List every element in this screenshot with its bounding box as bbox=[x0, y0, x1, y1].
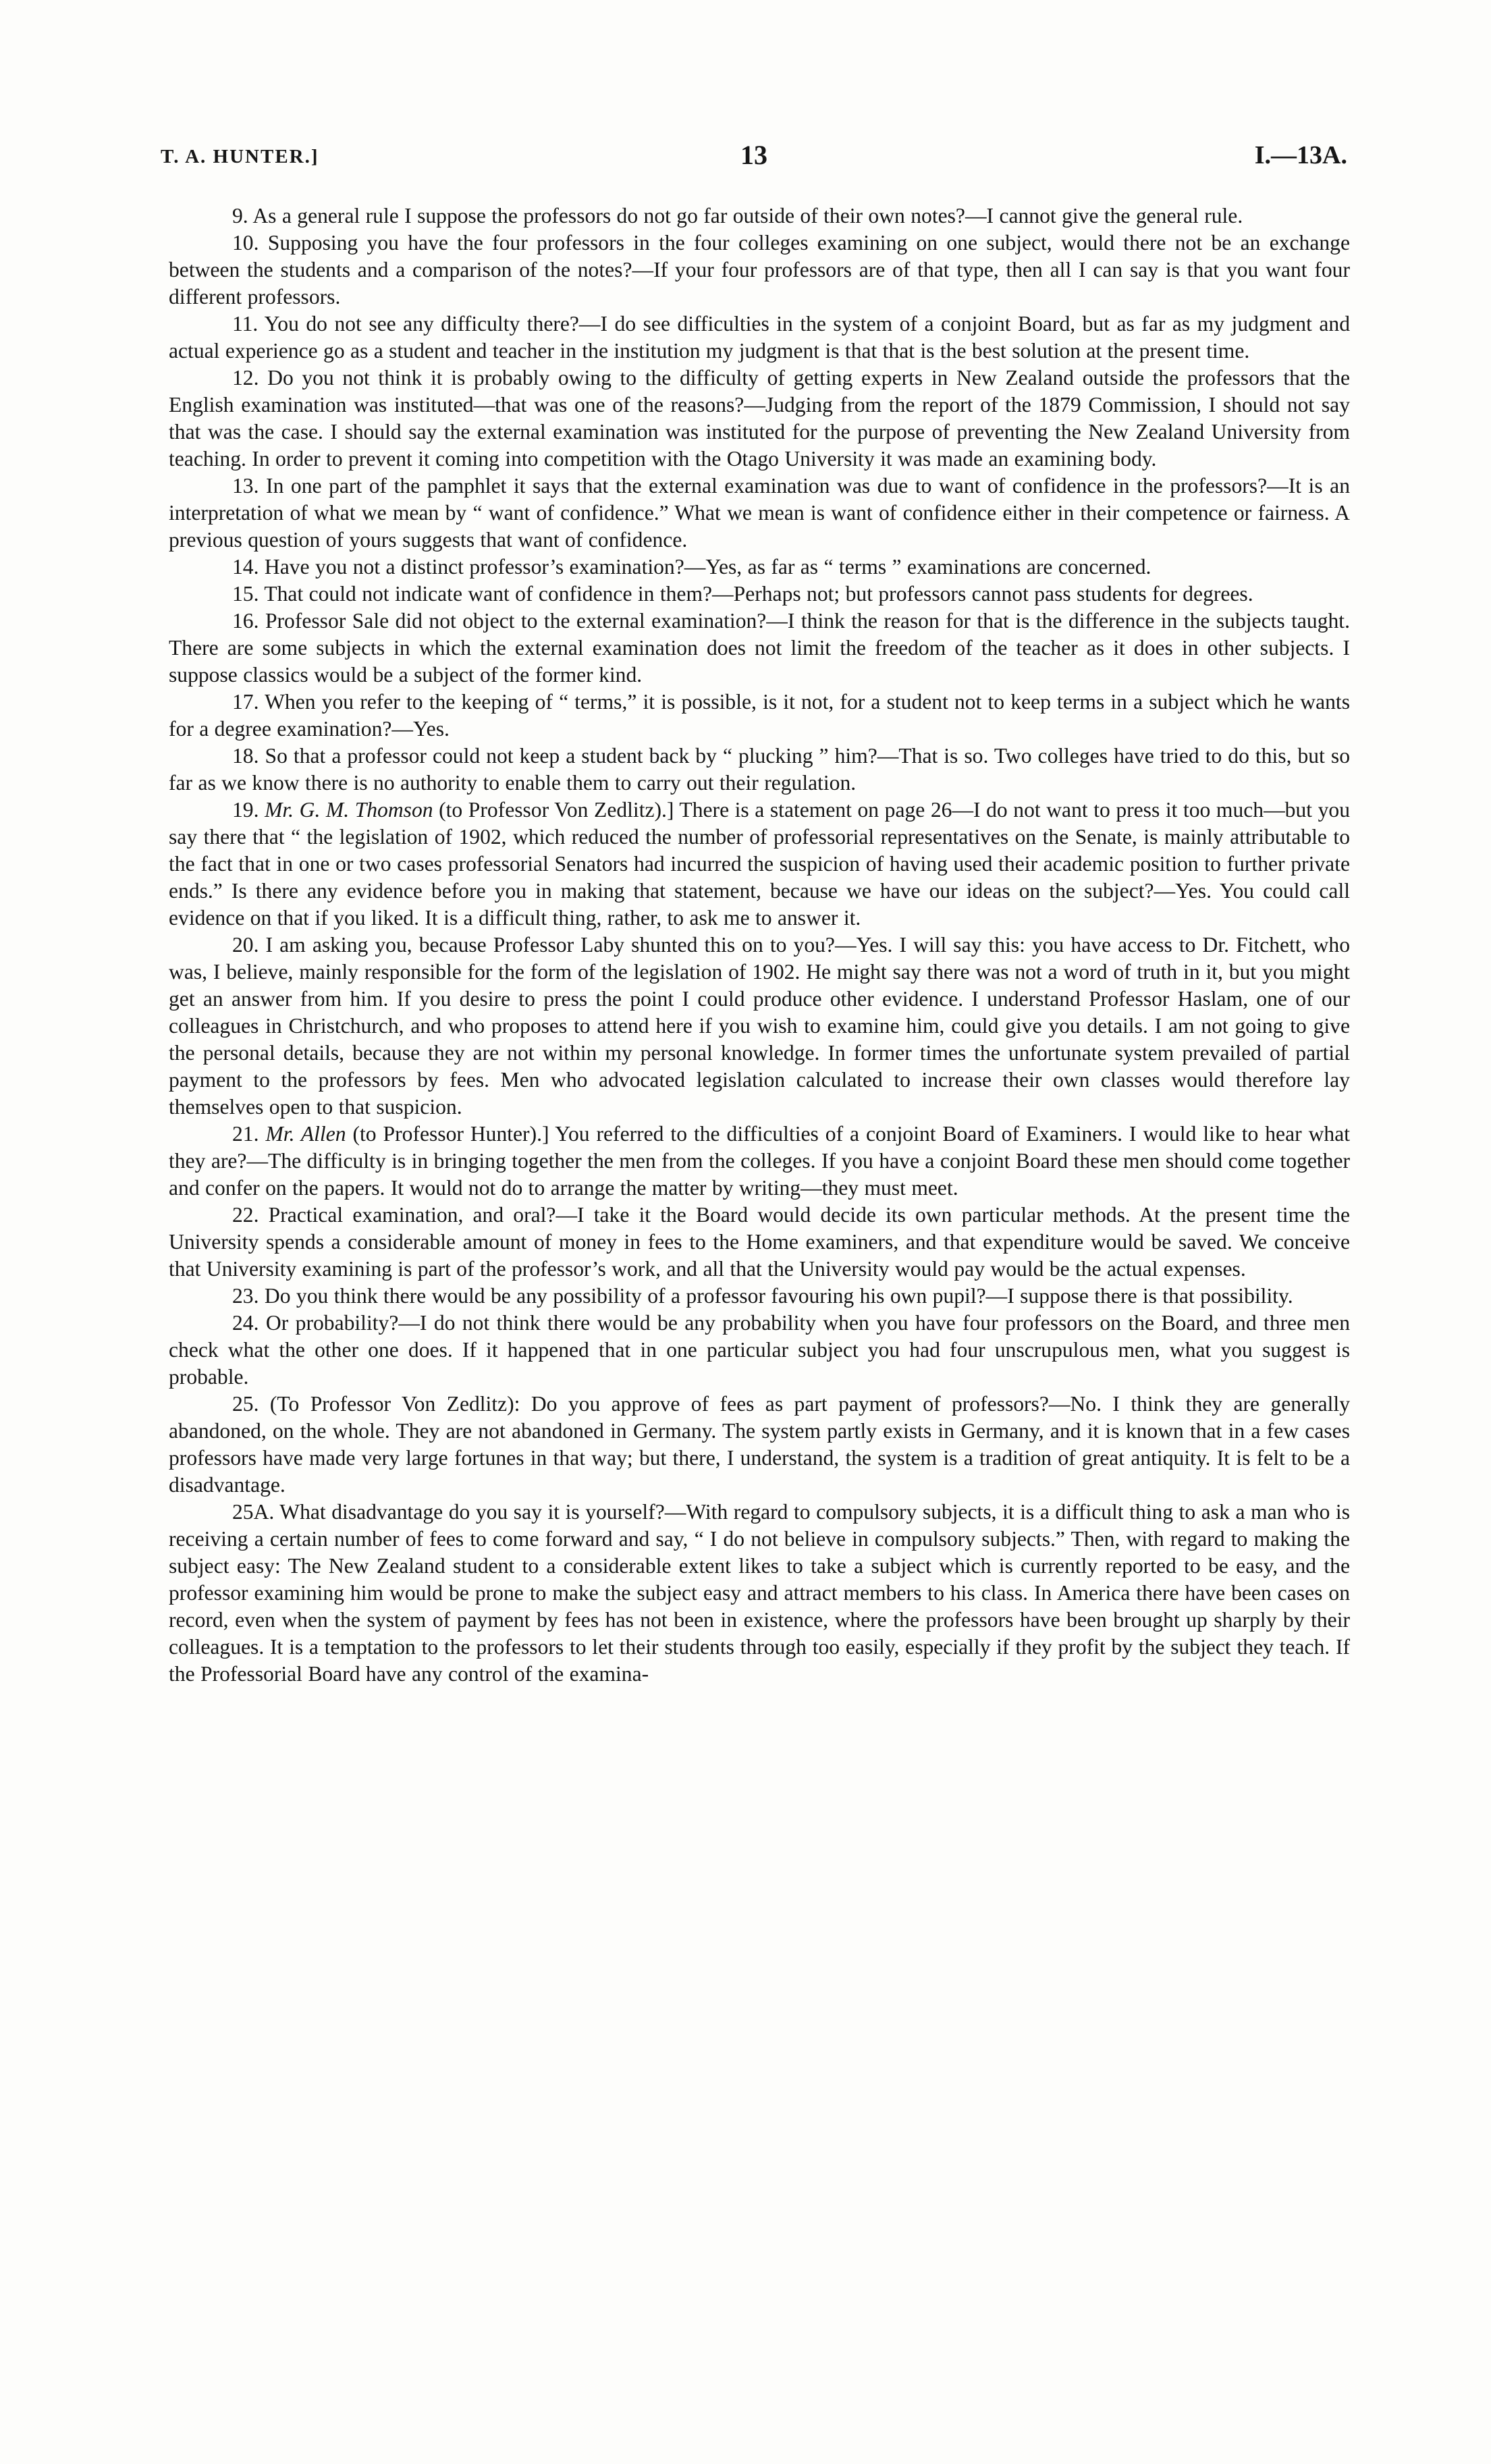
document-body bbox=[169, 203, 1350, 1688]
question-answer-paragraph bbox=[169, 581, 1350, 608]
paragraph-text: 24. Or probability?—I do not think there would be any probability when you have four professors on the Board, and three men check what the other one does. If it happened that in one particular subject you had four unscrupulous men, what you suggest is probable. bbox=[169, 1311, 1350, 1389]
question-answer-paragraph bbox=[169, 554, 1350, 581]
paragraph-text: 21. bbox=[232, 1122, 266, 1146]
page-number: 13 bbox=[740, 140, 767, 170]
paragraph-text: (to Professor Hunter).] You referred to the difficulties of a conjoint Board of Examiners. I would like to hear what they are?—The difficulty is in bringing together the men from the colleges. If you have a conjoint Board these men should come together and confer on the papers. It would not do to arrange the matter by writing—they must meet. bbox=[169, 1122, 1350, 1200]
question-answer-paragraph bbox=[169, 932, 1350, 1121]
paragraph-text: 17. When you refer to the keeping of “ terms,” it is possible, is it not, for a student not to keep terms in a subject which he wants for a degree examination?—Yes. bbox=[169, 690, 1350, 741]
question-answer-paragraph bbox=[169, 1283, 1350, 1310]
question-answer-paragraph bbox=[169, 311, 1350, 365]
paragraph-text: 9. As a general rule I suppose the professors do not go far outside of their own notes?—I cannot give the general rule. bbox=[232, 204, 1243, 227]
question-answer-paragraph bbox=[169, 1121, 1350, 1202]
paragraph-text: 14. Have you not a distinct professor’s examination?—Yes, as far as “ terms ” examinations are concerned. bbox=[232, 555, 1151, 579]
page-header bbox=[161, 139, 1347, 180]
paragraph-text: (to Professor Von Zedlitz).] There is a statement on page 26—I do not want to press it too much—but you say there that “ the legislation of 1902, which reduced the number of professorial representatives on the Senate, is mainly attributable to the fact that in one or two cases professorial Senators had incurred the suspicion of having used their academic position to further private ends.” Is there any evidence before you in making that statement, because we have our ideas on the subject?—Yes. You could call evidence on that if you liked. It is a difficult thing, rather, to ask me to answer it. bbox=[169, 798, 1350, 930]
paragraph-text: 22. Practical examination, and oral?—I take it the Board would decide its own particular methods. At the present time the University spends a considerable amount of money in fees to the Home examiners, and that expenditure would be saved. We conceive that University examining is part of the professor’s work, and all that the University would pay would be the actual expenses. bbox=[169, 1203, 1350, 1281]
paragraph-text: 13. In one part of the pamphlet it says that the external examination was due to want of confidence in the professors?—It is an interpretation of what we mean by “ want of confidence.” What we mean is want of confidence either in their competence or fairness. A previous question of yours suggests that want of confidence. bbox=[169, 474, 1350, 552]
paragraph-text: 12. Do you not think it is probably owing to the difficulty of getting experts in New Zealand outside the professors that the English examination was instituted—that was one of the reasons?—Judging from the report of the 1879 Commission, I should not say that was the case. I should say the external examination was instituted for the purpose of preventing the New Zealand University from teaching. In order to prevent it coming into competition with the Otago University it was made an examining body. bbox=[169, 366, 1350, 471]
question-answer-paragraph bbox=[169, 365, 1350, 473]
question-answer-paragraph bbox=[169, 1499, 1350, 1688]
question-answer-paragraph bbox=[169, 473, 1350, 554]
paragraph-text: 25A. What disadvantage do you say it is yourself?—With regard to compulsory subjects, it is a difficult thing to ask a man who is receiving a certain number of fees to come forward and say, “ I do not believe in compulsory subjects.” Then, with regard to making the subject easy: The New Zealand student to a considerable extent likes to take a subject which is currently reported to be easy, and the professor examining him would be prone to make the subject easy and attract members to his class. In America there have been cases on record, even when the system of payment by fees has not been in existence, where the professors have been brought up sharply by their colleagues. It is a temptation to the professors to let their students through too easily, especially if they profit by the subject they teach. If the Professorial Board have any control of the examina- bbox=[169, 1500, 1350, 1686]
document-reference: I.—13A. bbox=[1254, 141, 1347, 169]
paragraph-text: 10. Supposing you have the four professors in the four colleges examining on one subject, would there not be an exchange between the students and a comparison of the notes?—If your four professors are of that type, then all I can say is that you want four different professors. bbox=[169, 231, 1350, 309]
question-answer-paragraph bbox=[169, 1202, 1350, 1283]
speaker-name: Mr. Allen bbox=[265, 1122, 346, 1146]
question-answer-paragraph bbox=[169, 1391, 1350, 1499]
paragraph-text: 19. bbox=[232, 798, 265, 822]
question-answer-paragraph bbox=[169, 230, 1350, 311]
running-head-witness: T. A. HUNTER.] bbox=[161, 146, 319, 167]
paragraph-text: 20. I am asking you, because Professor Laby shunted this on to you?—Yes. I will say this: you have access to Dr. Fitchett, who was, I believe, mainly responsible for the form of the legislation of 1902. He might say there was not a word of truth in it, but you might get an answer from him. If you desire to press the point I could produce other evidence. I understand Professor Haslam, one of our colleagues in Christchurch, and who proposes to attend here if you wish to examine him, could give you details. I am not going to give the personal details, because they are not within my personal knowledge. In former times the unfortunate system prevailed of partial payment to the professors by fees. Men who advocated legislation calculated to increase their own classes would therefore lay themselves open to that suspicion. bbox=[169, 933, 1350, 1119]
question-answer-paragraph bbox=[169, 797, 1350, 932]
speaker-name: Mr. G. M. Thomson bbox=[265, 798, 433, 822]
question-answer-paragraph bbox=[169, 608, 1350, 689]
paragraph-text: 15. That could not indicate want of confidence in them?—Perhaps not; but professors cannot pass students for degrees. bbox=[232, 582, 1253, 606]
paragraph-text: 23. Do you think there would be any possibility of a professor favouring his own pupil?—I suppose there is that possibility. bbox=[232, 1284, 1293, 1308]
question-answer-paragraph bbox=[169, 203, 1350, 230]
paragraph-text: 25. (To Professor Von Zedlitz): Do you approve of fees as part payment of professors?—No. I think they are generally abandoned, on the whole. They are not abandoned in Germany. The system partly exists in Germany, and it is known that in a few cases professors have made very large fortunes in that way; but there, I understand, the system is a tradition of great antiquity. It is felt to be a disadvantage. bbox=[169, 1392, 1350, 1497]
question-answer-paragraph bbox=[169, 1310, 1350, 1391]
question-answer-paragraph bbox=[169, 743, 1350, 797]
paragraph-text: 18. So that a professor could not keep a student back by “ plucking ” him?—That is so. Two colleges have tried to do this, but so far as we know there is no authority to enable them to carry out their regulation. bbox=[169, 744, 1350, 795]
question-answer-paragraph bbox=[169, 689, 1350, 743]
paragraph-text: 16. Professor Sale did not object to the external examination?—I think the reason for that is the difference in the subjects taught. There are some subjects in which the external examination does not limit the freedom of the teacher as it does in other subjects. I suppose classics would be a subject of the former kind. bbox=[169, 609, 1350, 687]
paragraph-text: 11. You do not see any difficulty there?—I do see difficulties in the system of a conjoint Board, but as far as my judgment and actual experience go as a student and teacher in the institution my judgment is that that is the best solution at the present time. bbox=[169, 312, 1350, 363]
